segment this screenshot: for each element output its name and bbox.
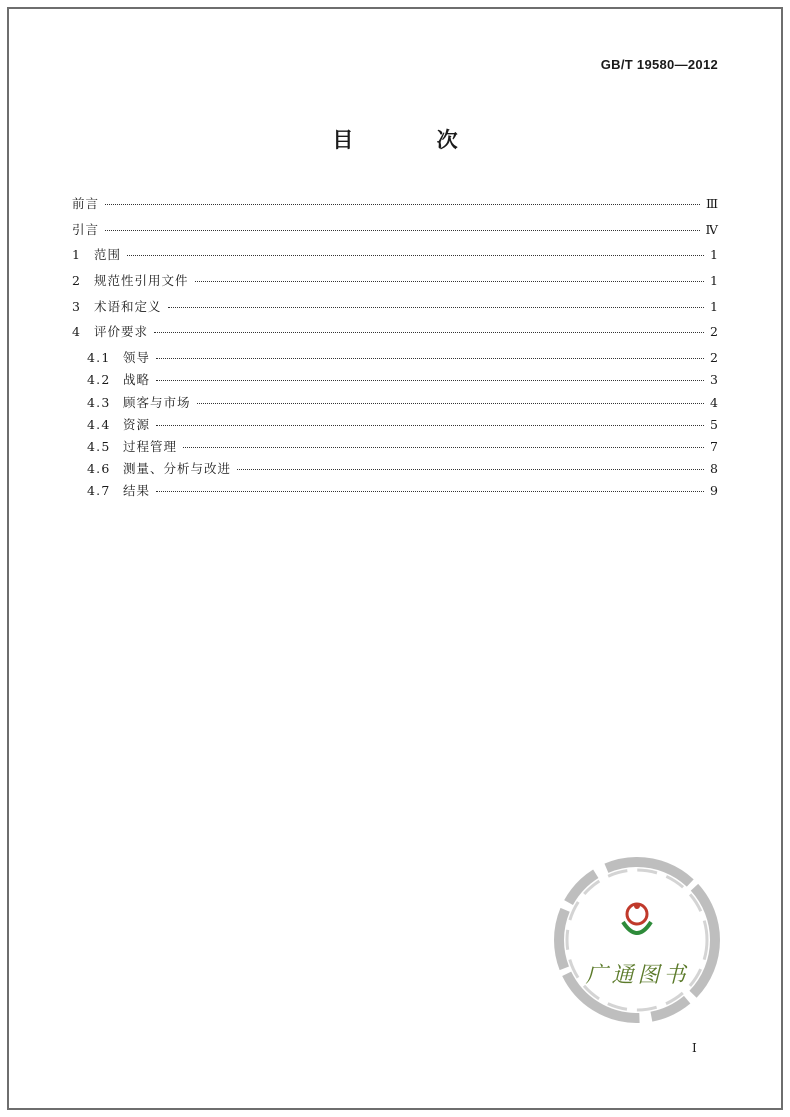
toc-entry[interactable] (72, 481, 718, 503)
toc-entry-page: 3 (710, 372, 718, 388)
toc-entry-label: 资源 (123, 416, 151, 432)
toc-entry-page: 1 (710, 298, 718, 314)
toc-entry[interactable] (72, 271, 718, 297)
toc-entry[interactable] (72, 322, 718, 348)
toc-entry-number: 4.6 (87, 461, 111, 477)
toc-entry[interactable] (72, 220, 718, 246)
dot-leader (197, 403, 704, 404)
toc-entry-page: 2 (710, 350, 718, 366)
publisher-seal-watermark (545, 848, 730, 1033)
dot-leader (183, 447, 704, 448)
toc-entry-page: 4 (710, 394, 718, 410)
toc-entry-number: 4 (72, 324, 80, 340)
toc-entry[interactable] (72, 393, 718, 415)
toc-title: 目 次 (332, 128, 496, 152)
dot-leader (156, 380, 704, 381)
toc-entry-number: 3 (72, 298, 80, 314)
toc-entry-page: Ⅳ (705, 221, 718, 237)
toc-entry-label: 测量、分析与改进 (123, 461, 232, 477)
toc-entry-page: 9 (710, 483, 718, 499)
toc-entry-label: 前言 (72, 196, 100, 211)
toc-entry-number: 4.5 (87, 438, 111, 454)
toc-entry-label: 顾客与市场 (123, 394, 191, 410)
page-number: I (692, 1041, 697, 1055)
toc-entry-number: 4.3 (87, 394, 111, 410)
toc-entry[interactable] (72, 348, 718, 370)
toc-entry-page: Ⅲ (705, 196, 718, 211)
toc-entry[interactable] (72, 297, 718, 323)
dot-leader (105, 204, 700, 205)
toc-entry-number: 4.2 (87, 372, 111, 388)
table-of-contents (72, 194, 718, 503)
toc-entry-label: 过程管理 (123, 438, 178, 454)
toc-entry-page: 7 (710, 438, 718, 454)
toc-entry[interactable] (72, 194, 718, 220)
dot-leader (156, 491, 704, 492)
toc-entry[interactable] (72, 370, 718, 392)
toc-entry-number: 1 (72, 247, 80, 263)
toc-entry[interactable] (72, 415, 718, 437)
toc-entry-label: 领导 (123, 350, 151, 366)
toc-entry-number: 2 (72, 273, 80, 289)
toc-entry-page: 1 (710, 247, 718, 263)
toc-entry-label: 术语和定义 (94, 298, 162, 314)
toc-entry-label: 评价要求 (94, 324, 149, 340)
toc-entry[interactable] (72, 245, 718, 271)
toc-entry-number: 4.4 (87, 416, 111, 432)
toc-entry-label: 战略 (123, 372, 151, 388)
dot-leader (105, 230, 699, 231)
toc-entry-label: 规范性引用文件 (94, 273, 189, 289)
toc-entry-page: 8 (710, 461, 718, 477)
toc-entry-page: 2 (710, 324, 718, 340)
toc-entry[interactable] (72, 437, 718, 459)
dot-leader (156, 425, 704, 426)
dot-leader (127, 255, 704, 256)
toc-entry[interactable] (72, 459, 718, 481)
toc-entry-page: 1 (710, 273, 718, 289)
dot-leader (154, 332, 704, 333)
dot-leader (168, 307, 704, 308)
toc-entry-label: 引言 (72, 221, 100, 237)
dot-leader (237, 469, 704, 470)
toc-entry-label: 范围 (94, 247, 122, 263)
dot-leader (195, 281, 704, 282)
toc-entry-page: 5 (710, 416, 718, 432)
ink-circle-icon (545, 848, 730, 1033)
toc-entry-number: 4.7 (87, 483, 111, 499)
watermark-text: 广通图书 (585, 963, 690, 988)
toc-entry-label: 结果 (123, 483, 151, 499)
dot-leader (156, 358, 704, 359)
standard-number: GB/T 19580—2012 (600, 57, 718, 72)
toc-entry-number: 4.1 (87, 350, 111, 366)
